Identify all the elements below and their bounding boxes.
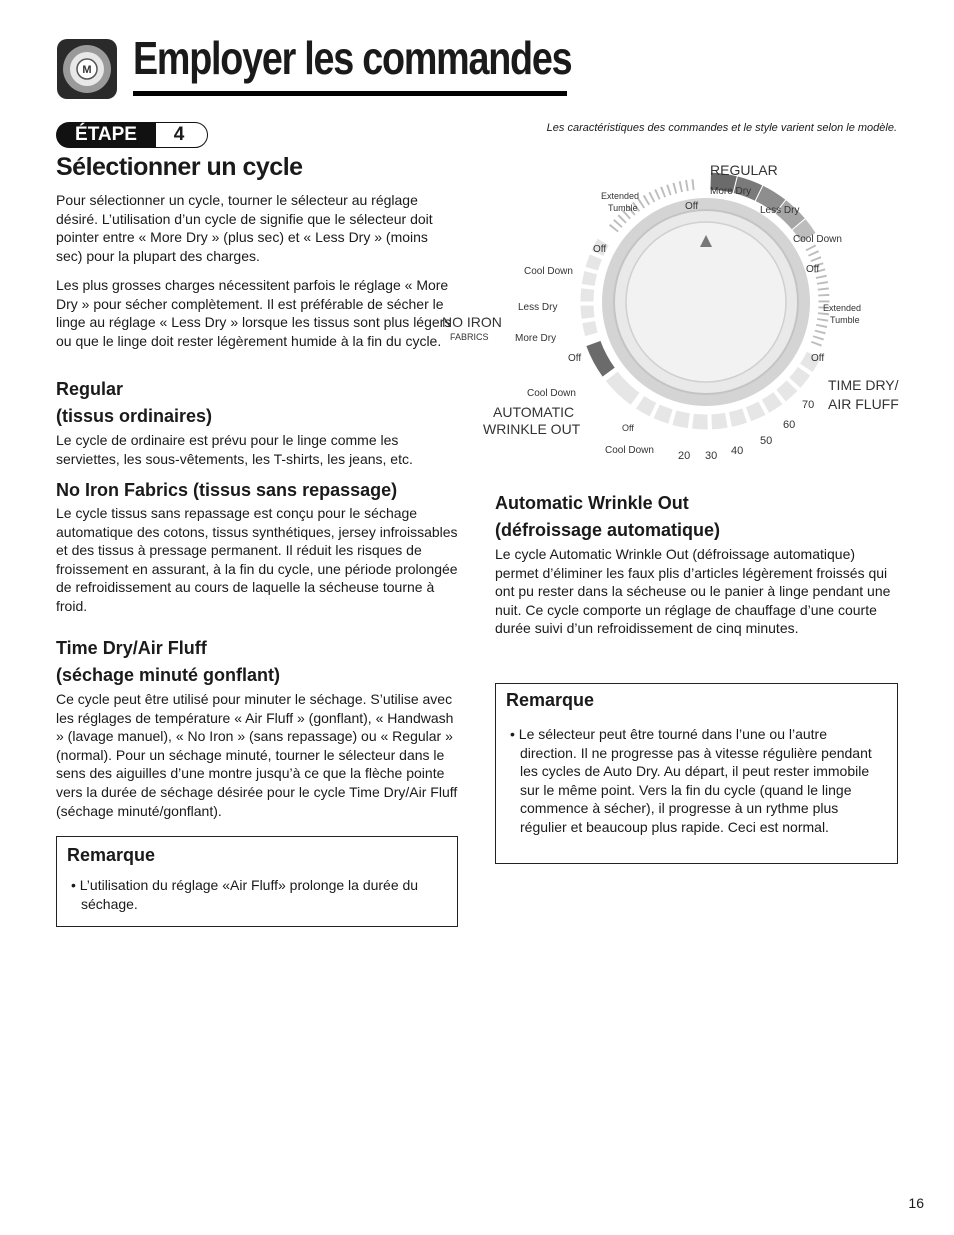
svg-text:M: M <box>82 64 92 76</box>
no-iron-body: Le cycle tissus sans repassage est conçu pour le séchage automatique des cotons, tissus synthétiques, jersey infroissables et des tissus à pressage permanent. Il réduit les risques de froissement en assurant, à la fin du cycle, une période prolongée de refroidissement au cours de laquelle la sécheuse tourne à froid. <box>56 505 458 614</box>
dial-segment-no-iron <box>580 305 595 320</box>
no-iron-heading: No Iron Fabrics (tissus sans repassage) <box>56 480 398 500</box>
dial-label: Cool Down <box>605 445 654 456</box>
dial-time-60: 60 <box>783 419 796 431</box>
dial-label: Off <box>685 201 699 212</box>
dial-segment-time-dry <box>672 410 691 429</box>
dial-segment-no-iron <box>580 288 595 302</box>
dial-label-wrinkle-out: WRINKLE OUT <box>483 421 581 437</box>
dial-tick-extended-right <box>816 318 828 323</box>
regular-heading: Regular <box>56 379 124 399</box>
dial-segment-time-dry <box>711 412 728 430</box>
dryer-knob-icon <box>56 38 118 100</box>
time-dry-subheading: (séchage minuté gonflant) <box>56 665 281 685</box>
dial-label: Tumble <box>608 203 638 213</box>
dial-label: Off <box>811 353 825 364</box>
dial-tick-extended-right <box>810 256 822 263</box>
dial-segment-time-dry <box>653 404 673 424</box>
dial-tick-extended-left <box>678 181 683 193</box>
dial-tick-extended-left <box>666 184 673 196</box>
dial-segment-no-iron <box>585 254 603 271</box>
dial-label: Off <box>593 244 607 255</box>
dial-tick-extended-right <box>817 287 829 291</box>
dial-segment-time-dry <box>692 413 709 430</box>
dial-segment-no-iron <box>581 270 597 286</box>
dial-time-40: 40 <box>731 445 744 457</box>
dial-time-30: 30 <box>705 450 718 462</box>
dial-tick-extended-right <box>812 335 824 341</box>
dial-label: Extended <box>823 303 862 313</box>
note-title: Remarque <box>506 690 595 710</box>
dial-tick-extended-right <box>815 323 827 328</box>
section-title: Sélectionner un cycle <box>56 153 303 181</box>
page-title: Employer les commandes <box>133 32 572 84</box>
dial-segment-wrinkle-dark <box>586 340 616 377</box>
dial-label: Tumble <box>830 315 860 325</box>
intro-paragraph-1: Pour sélectionner un cycle, tourner le sélecteur au réglage désiré. L’utilisation d’un cycle de signifie que le sélecteur doit pointer entre « More Dry » (plus sec) et « Less Dry » (moins sec) pour la plupart des charges. <box>56 192 433 264</box>
dial-segment-time-dry <box>745 401 766 422</box>
dial-time-70: 70 <box>802 399 815 411</box>
dial-label-time-dry: TIME DRY/ <box>828 377 899 393</box>
dial-segment-no-iron <box>582 320 599 336</box>
time-dry-body: Ce cycle peut être utilisé pour minuter le séchage. S’utilise avec les réglages de température « Air Fluff » (gonflant), « Handwash » (lavage manuel), « No Iron » (sans repassage) ou « Regular » (normal). Pour un séchage minuté, tourner le sélecteur dans le sens des aiguilles d’une montre jusqu’à ce que la flèche pointe vers la durée de séchage désirée pour le cycle Time Dry/Air Fluff (séchage minuté/gonflant). <box>56 691 458 819</box>
title-underline <box>133 91 567 96</box>
dial-label-regular: REGULAR <box>710 162 778 178</box>
dial-label: Extended <box>601 191 640 201</box>
note-bullet: • Le sélecteur peut être tourné dans l’une ou l’autre direction. Il ne progresse pas à vitesse régulière pendant les cycles de Auto Dry. Au départ, il peut rester immobile sur le même point. Vers la fin du cycle (quand le linge commence à sécher), il progresse à un rythme plus régulier et beaucoup plus rapide. Ceci est normal. <box>510 726 872 835</box>
note-bullet: • L’utilisation du réglage «Air Fluff» prolonge la durée du séchage. <box>71 877 419 912</box>
dial-segment-time-dry <box>728 408 747 428</box>
page-number: 16 <box>908 1195 924 1211</box>
dial-tick-extended-right <box>816 280 828 285</box>
step-badge <box>56 122 208 148</box>
dial-tick-extended-left <box>684 179 689 191</box>
wrinkle-body: Le cycle Automatic Wrinkle Out (défroissage automatique) permet d’éliminer les faux plis d’articles légèrement froissés qui ont pu rester dans la sécheuse ou le panier à linge pendant une nuit. Ce cycle comporte un réglage de chauffage d’une courte durée suivi d’un refroidissement de cinq minutes. <box>495 546 891 637</box>
model-caption: Les caractéristiques des commandes et le style varient selon le modèle. <box>546 122 897 134</box>
regular-subheading: (tissus ordinaires) <box>56 406 213 426</box>
dial-tick-extended-right <box>814 329 826 335</box>
dial-label: Less Dry <box>518 302 558 313</box>
step-label: ÉTAPE <box>56 122 156 148</box>
note-box-right <box>495 683 898 864</box>
step-number: 4 <box>150 122 208 148</box>
regular-body: Le cycle de ordinaire est prévu pour le linge comme les serviettes, les sous-vêtements, les T-shirts, les jeans, etc. <box>56 432 413 467</box>
time-dry-heading: Time Dry/Air Fluff <box>56 638 207 658</box>
dial-label: Cool Down <box>527 388 576 399</box>
intro-paragraph-2: Les plus grosses charges nécessitent parfois le réglage « More Dry » pour sécher complètement. Il est préférable de sécher le linge au réglage « Less Dry » lorsque les tissus sont plus légers ou que le linge doit rester légèrement humide à la fin du cycle. <box>56 277 452 349</box>
dial-segment-time-dry <box>635 395 657 417</box>
dial-label: Cool Down <box>524 266 573 277</box>
dryer-control-dial <box>438 155 918 465</box>
dial-tick-extended-right <box>818 293 830 297</box>
wrinkle-heading: Automatic Wrinkle Out <box>495 493 689 513</box>
dial-label-fabrics: FABRICS <box>450 332 489 342</box>
dial-time-50: 50 <box>760 435 773 447</box>
dial-label: Off <box>806 264 820 275</box>
dial-label: Off <box>622 423 634 433</box>
dial-time-20: 20 <box>678 450 691 462</box>
wrinkle-subheading: (défroissage automatique) <box>495 520 721 540</box>
dial-label: Cool Down <box>793 234 842 245</box>
dial-tick-extended-left <box>672 182 678 194</box>
dial-label-automatic: AUTOMATIC <box>493 404 575 420</box>
note-title: Remarque <box>67 845 156 865</box>
dial-label: Off <box>568 353 582 364</box>
dial-tick-extended-right <box>810 340 822 347</box>
dial-label: More Dry <box>515 333 557 344</box>
dial-label: Less Dry <box>760 205 800 216</box>
dial-label-air-fluff: AIR FLUFF <box>828 396 899 412</box>
dial-tick-extended-left <box>691 179 695 191</box>
dial-label: More Dry <box>710 186 752 197</box>
dial-label-no-iron: NO IRON <box>442 314 502 330</box>
note-box-left <box>56 836 458 927</box>
dial-tick-extended-left <box>660 186 667 198</box>
